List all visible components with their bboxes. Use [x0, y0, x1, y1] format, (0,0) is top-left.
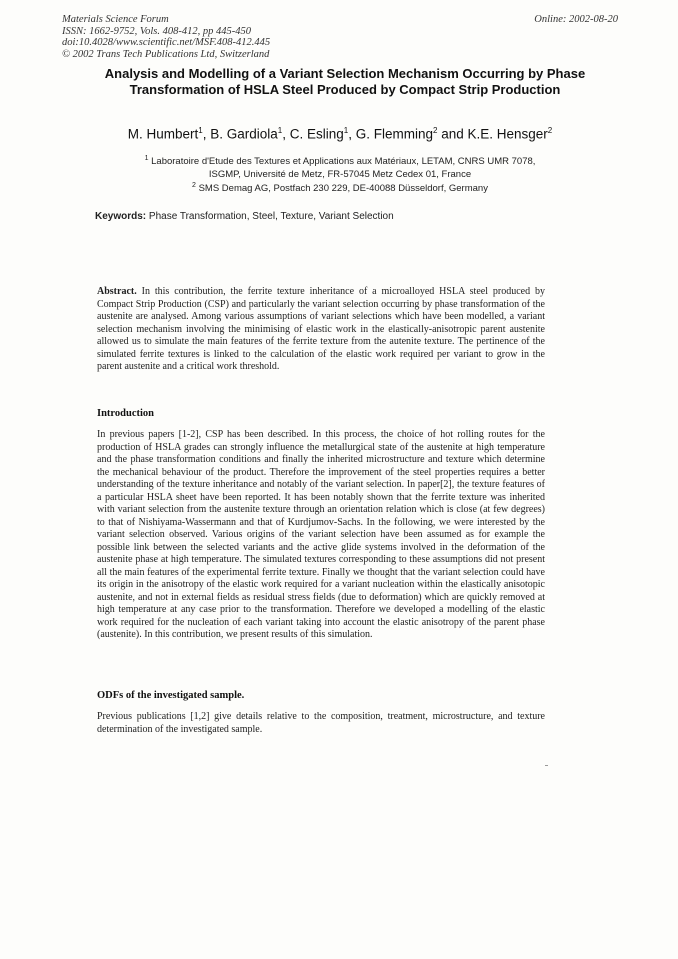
odf-heading: ODFs of the investigated sample.	[97, 690, 245, 701]
journal-info	[62, 14, 270, 60]
affiliation-2	[60, 179, 620, 195]
paper-title: Analysis and Modelling of a Variant Selection Mechanism Occurring by Phase Transformation of HSLA Steel Produced by Compact Strip Production	[104, 66, 586, 97]
abstract	[97, 286, 545, 374]
author-name: M. Humbert	[127, 126, 199, 142]
journal-copyright: © 2002 Trans Tech Publications Ltd, Switzerland	[62, 48, 270, 60]
journal-doi: doi:10.4028/www.scientific.net/MSF.408-412.445	[62, 37, 271, 48]
author-name: B. Gardiola	[210, 126, 278, 142]
scan-speck	[545, 765, 548, 766]
author-separator: ,	[282, 126, 290, 142]
abstract-label: Abstract.	[97, 286, 137, 297]
keywords-label: Keywords:	[95, 211, 147, 222]
author-affiliation-mark: 1	[277, 126, 283, 135]
introduction-heading: Introduction	[97, 408, 154, 419]
online-date: Online: 2002-08-20	[534, 14, 618, 25]
introduction-body: In previous papers [1-2], CSP has been described. In this process, the choice of hot rolling routes for the production of HSLA grades can strongly influence the metallurgical state of the austenite at high temperature and the phase transformation conditions and finally the inherited microstructure and texture which determine the mechanical behaviour of the product. Therefore the improvement of the steel properties requires a better understanding of the texture inheritance and notably of the variant selection. In paper[2], the texture features of a particular HSLA sheet have been reported. It has been notably shown that the ferrite texture was inherited with variant selection from the austenite texture through an orientation relation which is close (at few degrees) to that of Nishiyama-Wassermann and that of Kurdjumov-Sachs. In the following, we were interested by the variant selection observed. Various origins of the variant selection have been assumed as for example the possible link between the selected variants and the active glide systems involved in the deformation of the austenite phase at high temperature. The simulated textures corresponding to these assumptions did not present all the main features of the experimental ferrite texture. Finally we thought that the variant selection could have its origin in the anisotropy of the elastic work required for a variant nucleation within the elastically anisotopic austenite, and not in external fields as residual stress fields (due to deformation) which are quickly removed at high temperature at any case prior to the transformation. Therefore we developed a modelling of the elastic work required for the nucleation of each variant taking into account the elastic anisotropy of the parent phase (austenite). In this contribution, we present results of this simulation.	[97, 429, 545, 640]
author-affiliation-mark: 1	[343, 126, 349, 135]
journal-name: Materials Science Forum	[62, 14, 169, 25]
affiliation-mark: 1	[144, 155, 149, 162]
affiliation-1	[60, 152, 620, 181]
affiliation-1-line-1: Laboratoire d'Etude des Textures et Applications aux Matériaux, LETAM, CNRS UMR 7078,	[151, 156, 536, 168]
author-name: G. Flemming	[355, 126, 434, 142]
author-name: C. Esling	[289, 126, 344, 142]
journal-issn: ISSN: 1662-9752, Vols. 408-412, pp 445-450	[62, 25, 251, 37]
author-name: K.E. Hensger	[467, 126, 548, 142]
affiliation-1-line-2: ISGMP, Université de Metz, FR-57045 Metz Cedex 01, France	[208, 169, 472, 181]
author-affiliation-mark: 1	[198, 126, 203, 135]
author-conjunction: and	[437, 126, 468, 142]
author-affiliation-mark: 2	[547, 126, 553, 135]
keywords	[95, 211, 394, 222]
abstract-text: In this contribution, the ferrite texture inheritance of a microalloyed HSLA steel produced by Compact Strip Production (CSP) and particularly the variant selection occurring by phase transformation of the austenite are analysed. Among various assumptions of variant selections which have been modelled, a variant selection mechanism involving the minimising of elastic work in the elastically-anisotropic parent austenite allowed us to simulate the main features of the ferrite texture from the autenite texture. The pertinence of the simulated ferrite textures is linked to the calculation of the elastic work required per variant to grow in the parent austenite and a critical work threshold.	[97, 286, 545, 372]
author-list	[60, 126, 620, 142]
affiliation-mark: 2	[192, 182, 196, 189]
author-affiliation-mark: 2	[433, 126, 438, 135]
keywords-text: Phase Transformation, Steel, Texture, Variant Selection	[148, 211, 394, 222]
odf-body: Previous publications [1,2] give details relative to the composition, treatment, microstructure, and texture determination of the investigated sample.	[97, 711, 545, 735]
affiliation-2-text: SMS Demag AG, Postfach 230 229, DE-40088 Düsseldorf, Germany	[198, 183, 488, 195]
author-separator: ,	[202, 126, 211, 142]
author-separator: ,	[348, 126, 356, 142]
